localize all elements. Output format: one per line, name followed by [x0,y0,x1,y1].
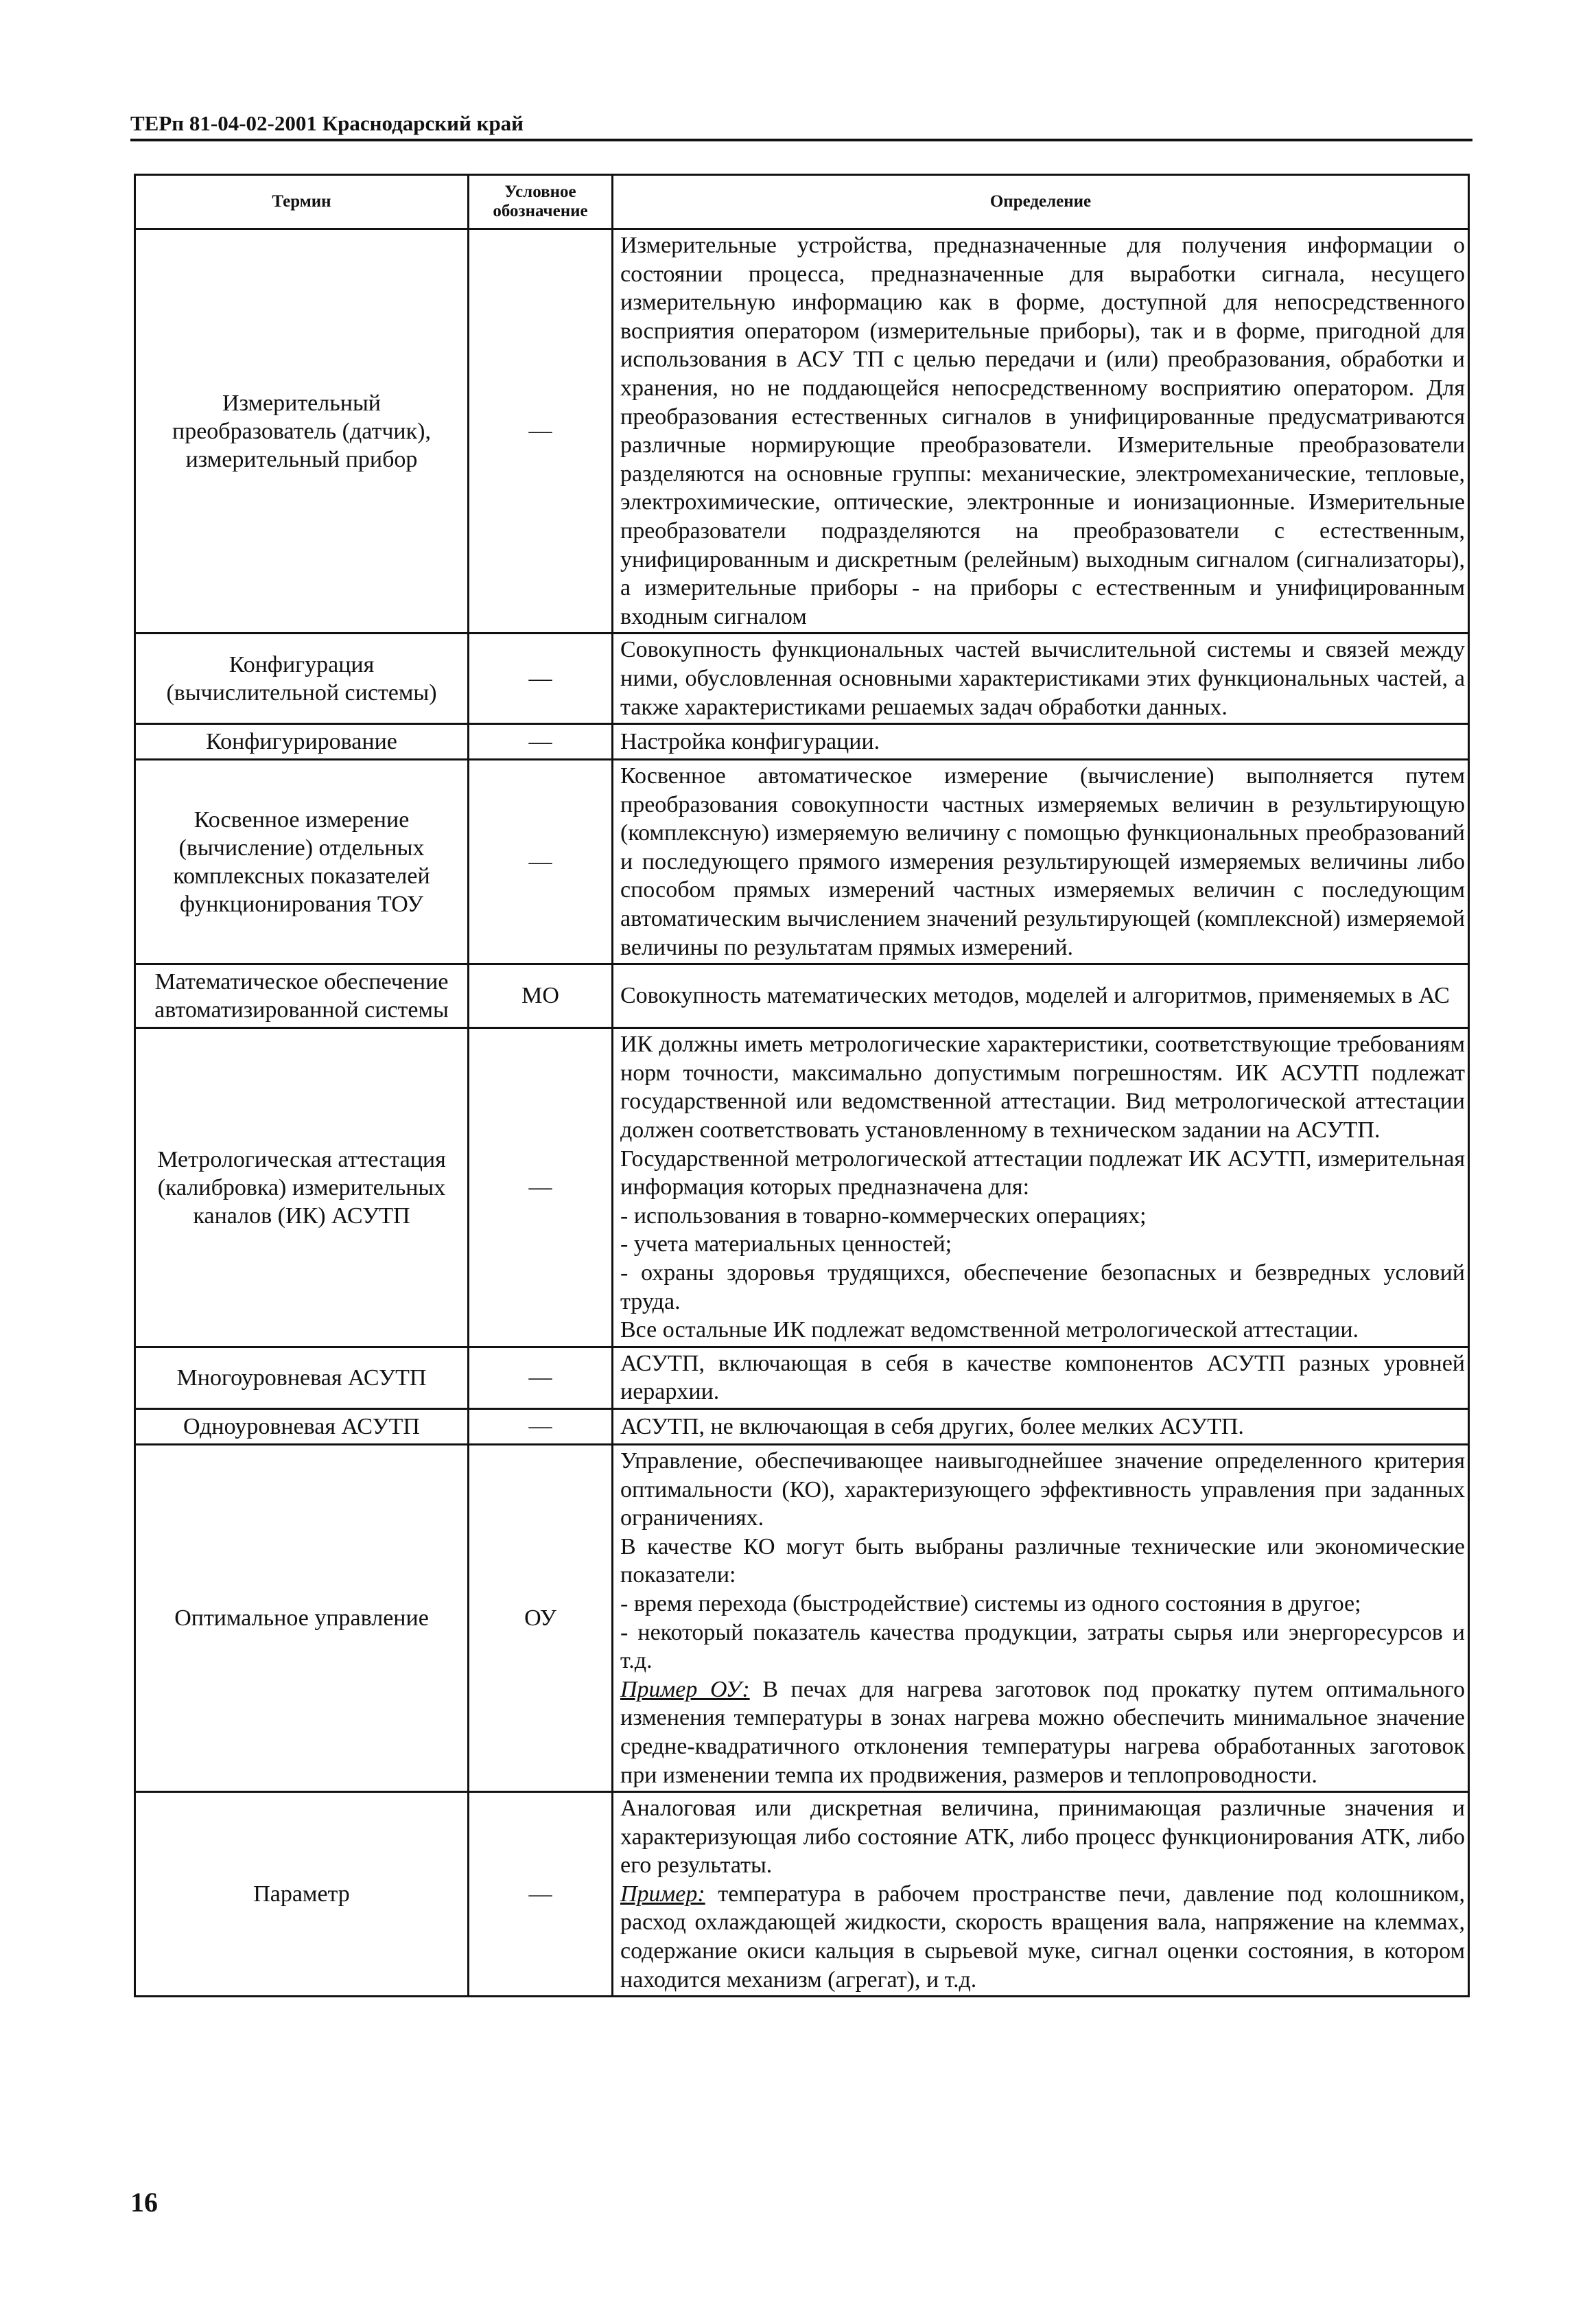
abbreviation-cell: — [469,229,613,634]
definition-paragraph: В качестве КО могут быть выбраны различные технические или экономические показатели: [620,1533,1465,1588]
definition-list-item: - некоторый показатель качества продукции, затраты сырья или энергоресурсов и т.д. [620,1619,1465,1674]
table-row [135,1444,1469,1791]
terms-table [134,174,1470,1997]
table-row [135,1408,1469,1444]
definition-paragraph: Измерительные устройства, предназначенные для получения информации о состоянии процесса, предназначенные для выработки сигнала, несущего измерительную информацию как в форме, доступной для непосредственного восприятия оператором (измерительные приборы), так и в форме, пригодной для использования в АСУ ТП с целью передачи и (или) преобразования, обработки и хранения, но не поддающейся непосредственному восприятию оператором. Для преобразования естественных сигналов в унифицированные предусматриваются различные нормирующие преобразователи. Измерительные преобразователи разделяются на основные группы: механические, электромеханические, тепловые, электрохимические, оптические, электронные и ионизационные. Измерительные преобразователи подразделяются на преобразователи с естественным, унифицированным и дискретным (релейным) выходным сигналом (сигнализаторы), а измерительные приборы - на приборы с естественным и унифицированным входным сигналом [620,233,1465,629]
definition-cell [613,1408,1469,1444]
definition-paragraph: Совокупность математических методов, моделей и алгоритмов, применяемых в АС [620,983,1450,1009]
abbreviation-cell: — [469,724,613,760]
definition-cell [613,1347,1469,1408]
definition-cell [613,1792,1469,1997]
example-label: Пример: [620,1881,705,1907]
definition-cell [613,229,1469,634]
definition-example [620,1675,1465,1789]
column-header-term: Термин [135,175,469,229]
term-cell: Одноуровневая АСУТП [135,1408,469,1444]
table-row [135,634,1469,724]
term-cell: Конфигурация (вычислительной системы) [135,634,469,724]
abbreviation-cell: ОУ [469,1444,613,1791]
abbreviation-cell: — [469,634,613,724]
definition-paragraph: ИК должны иметь метрологические характеристики, соответствующие требованиям норм точности, максимально допустимым погрешностям. ИК АСУТП подлежат государственной или ведомственной аттестации. Вид метрологической аттестации должен соответствовать установленному в техническом задании на АСУТП. [620,1032,1465,1143]
term-cell: Оптимальное управление [135,1444,469,1791]
definition-paragraph: АСУТП, не включающая в себя других, более мелких АСУТП. [620,1413,1244,1439]
term-cell: Математическое обеспечение автоматизированной системы [135,964,469,1028]
term-cell: Косвенное измерение (вычисление) отдельных комплексных показателей функционирования ТОУ [135,760,469,964]
definition-cell [613,724,1469,760]
table-row [135,760,1469,964]
example-text: В печах для нагрева заготовок под прокатку путем оптимального изменения температуры в зонах нагрева можно обеспечить минимальное значение средне-квадратичного отклонения температуры нагрева обработанных заготовок при изменении темпа их продвижения, размеров и теплопроводности. [620,1676,1465,1788]
abbreviation-cell: МО [469,964,613,1028]
header-rule [130,139,1472,141]
definition-paragraph: АСУТП, включающая в себя в качестве компонентов АСУТП разных уровней иерархии. [620,1350,1465,1405]
definition-cell [613,964,1469,1028]
table-row [135,1792,1469,1997]
example-text: температура в рабочем пространстве печи, давление под колошником, расход охлаждающей жидкости, скорость вращения вала, напряжение на клеммах, содержание окиси кальция в сырьевой муке, сигнал оценки состояния, в котором находится механизм (агрегат), и т.д. [620,1881,1465,1993]
table-row [135,1028,1469,1347]
abbreviation-cell: — [469,1408,613,1444]
definition-list-item: - учета материальных ценностей; [620,1231,952,1257]
table-row [135,964,1469,1028]
example-label: Пример ОУ: [620,1676,750,1702]
table-row [135,229,1469,634]
definition-paragraph: Государственной метрологической аттестации подлежат ИК АСУТП, измерительная информация которых предназначена для: [620,1146,1465,1200]
definition-paragraph: Настройка конфигурации. [620,728,880,754]
term-cell: Метрологическая аттестация (калибровка) измерительных каналов (ИК) АСУТП [135,1028,469,1347]
term-cell: Параметр [135,1792,469,1997]
term-cell: Конфигурирование [135,724,469,760]
definition-paragraph: Управление, обеспечивающее наивыгоднейшее значение определенного критерия оптимальности (КО), характеризующего эффективность управления при заданных ограничениях. [620,1448,1465,1531]
definition-list-item: - время перехода (быстродействие) системы из одного состояния в другое; [620,1590,1361,1616]
page-number: 16 [130,2187,158,2218]
definition-paragraph: Аналоговая или дискретная величина, принимающая различные значения и характеризующая либо состояние АТК, либо процесс функционирования АТК, либо его результаты. [620,1796,1465,1879]
abbreviation-cell: — [469,1347,613,1408]
definition-list-item: - использования в товарно-коммерческих операциях; [620,1203,1147,1229]
table-row [135,1347,1469,1408]
definition-example [620,1880,1465,1994]
term-cell: Измерительный преобразователь (датчик), измерительный прибор [135,229,469,634]
abbreviation-cell: — [469,1028,613,1347]
definition-cell [613,634,1469,724]
term-cell: Многоуровневая АСУТП [135,1347,469,1408]
table-header-row [135,175,1469,229]
column-header-abbreviation: Условное обозначение [469,175,613,229]
table-row [135,724,1469,760]
definition-cell [613,1028,1469,1347]
definition-paragraph: Все остальные ИК подлежат ведомственной метрологической аттестации. [620,1317,1359,1343]
definition-cell [613,760,1469,964]
abbreviation-cell: — [469,760,613,964]
abbreviation-cell: — [469,1792,613,1997]
definition-list-item: - охраны здоровья трудящихся, обеспечение безопасных и безвредных условий труда. [620,1260,1465,1314]
definition-paragraph: Совокупность функциональных частей вычислительной системы и связей между ними, обусловленная основными характеристиками этих функциональных частей, а также характеристиками решаемых задач обработки данных. [620,637,1465,720]
definition-cell [613,1444,1469,1791]
definition-paragraph: Косвенное автоматическое измерение (вычисление) выполняется путем преобразования совокупности частных измеряемых величин в результирующую (комплексную) измеряемую величину с помощью функциональных преобразований и последующего прямого измерения результирующей измеряемых величины либо способом прямых измерений частных измеряемых величин с последующим автоматическим вычислением значений результирующей (комплексной) измеряемой величины по результатам прямых измерений. [620,763,1465,960]
running-header: ТЕРп 81-04-02-2001 Краснодарский край [130,111,524,135]
column-header-definition: Определение [613,175,1469,229]
